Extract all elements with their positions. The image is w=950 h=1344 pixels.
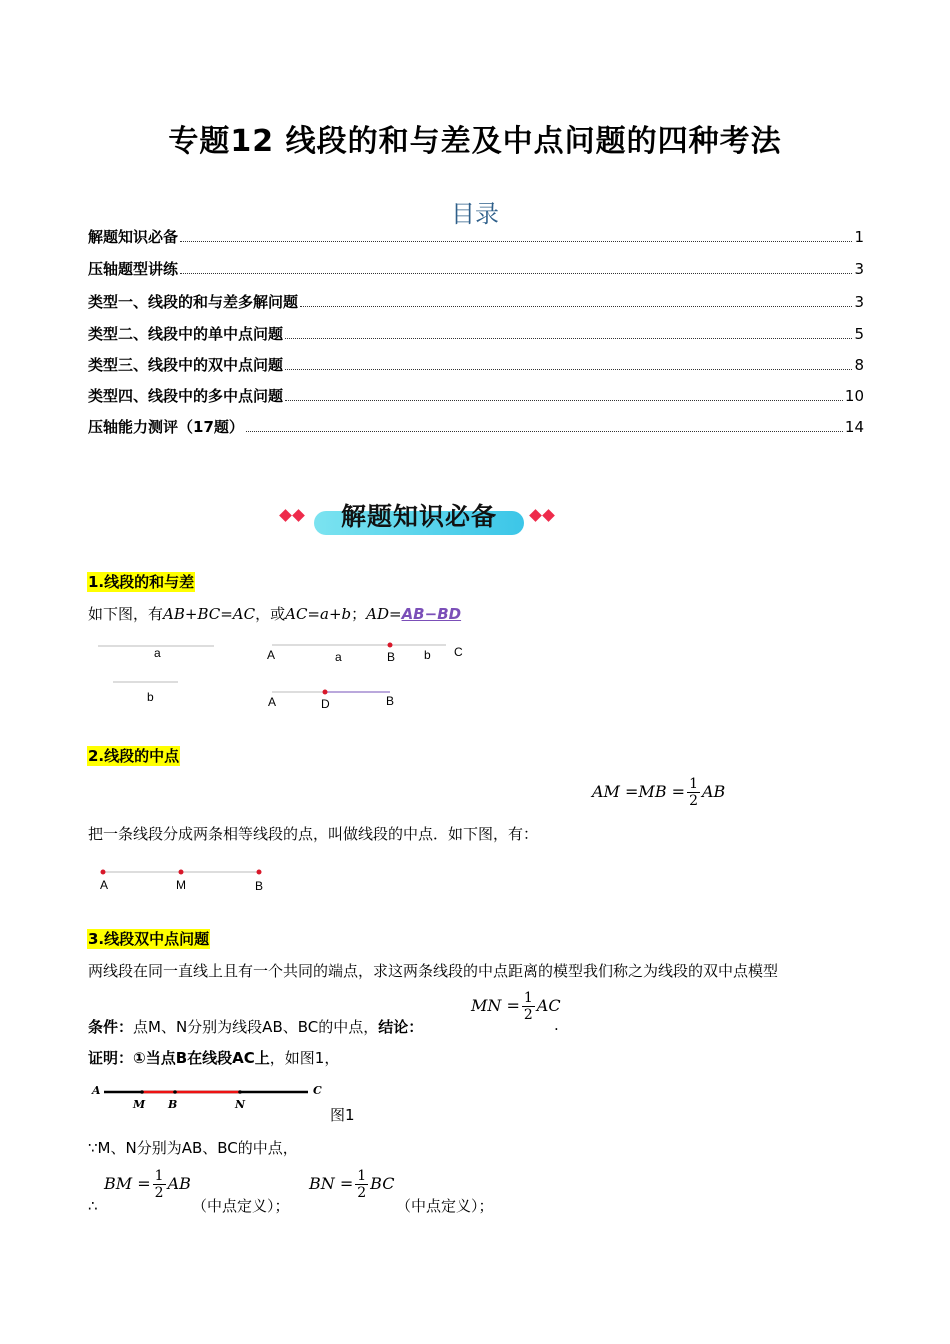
toc-leader [246, 431, 843, 432]
ab-bd-link[interactable]: AB−BD [401, 605, 462, 623]
section-heading: 2.线段的中点 [88, 747, 180, 765]
toc-item[interactable] [88, 323, 864, 345]
toc-item[interactable] [88, 226, 864, 248]
midpoint-formula: AM =MB = $\frac{1}{2}$ AB [592, 776, 726, 809]
label-D: D [321, 697, 330, 711]
label-b2: b [424, 648, 431, 662]
toc-item[interactable] [88, 385, 864, 407]
toc-item-label: 压轴题型讲练 [88, 260, 179, 278]
toc-item-label: 类型一、线段的和与差多解问题 [88, 293, 299, 311]
label-A: A [100, 878, 109, 892]
toc-item-page: 3 [854, 260, 864, 278]
toc-item-label: 类型四、线段中的多中点问题 [88, 387, 284, 405]
banner-text: 解题知识必备 [340, 502, 497, 531]
point-n [238, 1090, 242, 1094]
therefore-symbol: ∴ [88, 1197, 98, 1215]
point-b [257, 870, 262, 875]
label-M: M [176, 878, 186, 892]
toc-leader [180, 241, 852, 242]
label-C: C [313, 1084, 322, 1097]
equation-bn-note: （中点定义）； [396, 1197, 494, 1215]
page-title: 专题12 线段的和与差及中点问题的四种考法 [168, 124, 782, 159]
toc-item[interactable] [88, 416, 864, 438]
equation-bm-note: （中点定义）； [192, 1197, 290, 1215]
conclusion-formula: MN = $\frac{1}{2}$ AC [471, 990, 561, 1023]
toc-item[interactable] [88, 354, 864, 376]
label-B: B [255, 879, 264, 893]
toc-item[interactable] [88, 291, 864, 313]
toc-item-page: 10 [844, 387, 864, 405]
label-a: a [154, 646, 161, 660]
point-a [101, 870, 106, 875]
because-line: ∵M、N分别为AB、BC的中点， [88, 1139, 298, 1157]
toc-item-page: 14 [844, 418, 864, 436]
toc-leader [285, 338, 852, 339]
condition-line: 条件：点M、N分别为线段AB、BC的中点，结论： [88, 1018, 424, 1036]
label-B: B [387, 650, 396, 664]
toc-leader [285, 400, 843, 401]
section2-text: 把一条线段分成两条相等线段的点，叫做线段的中点．如下图，有： [88, 825, 539, 843]
diamond-icon [279, 509, 292, 522]
conclusion-end: . [554, 1016, 559, 1034]
midpoint-figure [96, 866, 276, 880]
equation-bn: BN = $\frac{1}{2}$ BC [309, 1168, 395, 1201]
section1-text: 如下图，有AB+BC=AC，或AC=a+b；AD=AB−BD [88, 605, 462, 623]
section3-intro: 两线段在同一直线上且有一个共同的端点，求这两条线段的中点距离的模型我们称之为线段的双中点模型 [88, 962, 779, 980]
section-heading: 3.线段双中点问题 [88, 930, 210, 948]
label-B2: B [386, 694, 395, 708]
diamond-icon [542, 509, 555, 522]
toc-item-page: 8 [854, 356, 864, 374]
section-banner [314, 497, 524, 537]
section-heading: 1.线段的和与差 [88, 573, 195, 591]
point-b [388, 643, 393, 648]
double-midpoint-figure [92, 1080, 332, 1110]
toc-item-label: 解题知识必备 [88, 228, 179, 246]
toc-heading: 目录 [451, 200, 499, 228]
toc-item-page: 5 [854, 325, 864, 343]
toc-item-page: 3 [854, 293, 864, 311]
point-m [140, 1090, 144, 1094]
label-a2: a [335, 650, 342, 664]
label-A: A [267, 648, 276, 662]
toc-item[interactable] [88, 258, 864, 280]
figure-caption: 图1 [330, 1106, 355, 1124]
label-M: M [133, 1098, 146, 1111]
diamond-icon [292, 509, 305, 522]
toc-leader [180, 273, 852, 274]
label-A2: A [268, 695, 277, 709]
toc-leader [300, 306, 852, 307]
label-b: b [147, 690, 154, 704]
toc-leader [285, 369, 852, 370]
equation-bm: BM = $\frac{1}{2}$ AB [104, 1168, 191, 1201]
proof-line: 证明：①当点B在线段AC上，如图1， [88, 1049, 340, 1067]
toc-item-page: 1 [854, 228, 864, 246]
diamond-icon [529, 509, 542, 522]
label-A: A [92, 1084, 101, 1097]
point-d [323, 690, 328, 695]
label-C: C [454, 645, 463, 659]
label-N: N [235, 1098, 246, 1111]
point-b [173, 1090, 177, 1094]
toc-item-label: 类型三、线段中的双中点问题 [88, 356, 284, 374]
toc-item-label: 类型二、线段中的单中点问题 [88, 325, 284, 343]
toc-item-label: 压轴能力测评（17题） [88, 418, 244, 436]
point-m [179, 870, 184, 875]
label-B: B [168, 1098, 178, 1111]
